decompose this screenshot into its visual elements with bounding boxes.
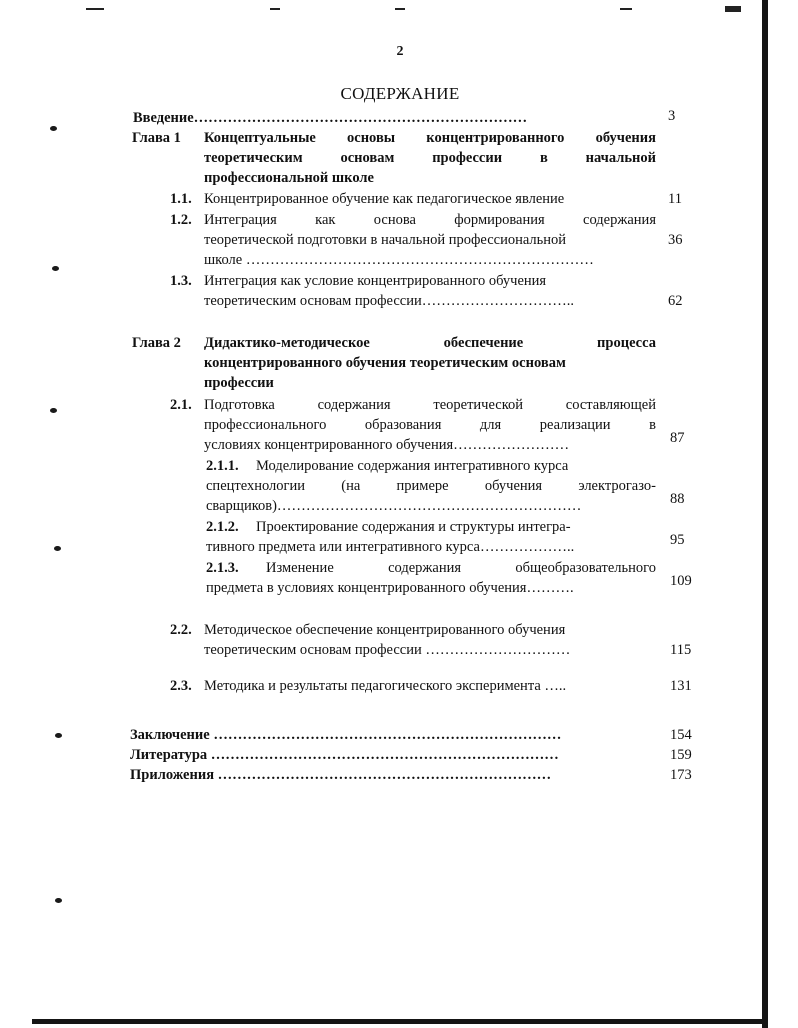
section-2-1-1-title-line: сварщиков)……………………………………………………… [206, 498, 582, 514]
section-2-1-title-line: Подготовка содержания теоретической составляющей [204, 397, 656, 413]
section-1-2-title-line: теоретической подготовки в начальной профессиональной [204, 232, 567, 248]
section-2-1-2-title-line: Проектирование содержания и структуры интегра- [256, 519, 571, 535]
section-1-2-title-line: Интеграция как основа формирования содержания [204, 212, 656, 228]
scan-spot [54, 546, 61, 551]
scan-spot [50, 408, 57, 413]
section-1-2-number: 1.2. [170, 212, 192, 228]
section-1-1-title: Концентрированное обучение как педагогическое явление [204, 191, 565, 207]
section-2-1-number: 2.1. [170, 397, 192, 413]
toc-entry-literature [130, 745, 559, 765]
section-2-3-title: Методика и результаты педагогического эксперимента ….. [204, 678, 567, 694]
toc-page-intro: 3 [668, 108, 676, 124]
section-2-1-1-number: 2.1.1. [206, 458, 239, 474]
section-2-1-title-line: условиях концентрированного обучения…………………… [204, 437, 570, 453]
section-2-1-3-title-line: Изменение содержания общеобразовательного [266, 560, 656, 576]
toc-entry-intro [133, 108, 527, 128]
chapter-1-title-line: Концептуальные основы концентрированного обучения [204, 130, 656, 146]
section-1-1-number: 1.1. [170, 191, 192, 207]
section-2-1-1-title-line: спецтехнологии (на примере обучения электрогазо- [206, 478, 656, 494]
toc-page-1-2: 36 [668, 232, 683, 248]
scan-spot [55, 733, 62, 738]
scan-mark [86, 8, 104, 10]
section-2-1-1-title-line: Моделирование содержания интегративного курса [256, 458, 569, 474]
chapter-2-title-line: профессии [204, 375, 274, 391]
section-1-2-title-line: школе ……………………………………………………………… [204, 252, 594, 268]
section-2-1-3-number: 2.1.3. [206, 560, 239, 576]
chapter-1-number: Глава 1 [132, 130, 181, 146]
scan-spot [52, 266, 59, 271]
page-title: СОДЕРЖАНИЕ [340, 84, 460, 103]
scan-mark [620, 8, 632, 10]
section-1-3-number: 1.3. [170, 273, 192, 289]
section-2-1-2-number: 2.1.2. [206, 519, 239, 535]
toc-page-2-3: 131 [670, 678, 692, 694]
toc-leader: …………………………………………………………… [217, 767, 552, 783]
toc-label: Введение [133, 110, 194, 126]
toc-leader: ……………………………………………………………… [210, 747, 559, 763]
section-2-1-2-title-line: тивного предмета или интегративного курса……………….. [206, 539, 575, 555]
toc-entry-conclusion [130, 725, 561, 745]
scan-spot [50, 126, 57, 131]
chapter-2-title-line: концентрированного обучения теоретическим основам [204, 355, 566, 371]
toc-page-2-1-3: 109 [670, 573, 692, 589]
toc-page-2-1-2: 95 [670, 532, 685, 548]
section-1-3-title-line: Интеграция как условие концентрированного обучения [204, 273, 547, 289]
toc-page-literature: 159 [670, 747, 692, 763]
toc-page-conclusion: 154 [670, 727, 692, 743]
toc-label: Заключение [130, 727, 210, 743]
section-2-3-number: 2.3. [170, 678, 192, 694]
toc-page-1-1: 11 [668, 191, 682, 207]
section-2-2-number: 2.2. [170, 622, 192, 638]
toc-page-2-1: 87 [670, 430, 685, 446]
scan-edge-bottom [32, 1019, 768, 1024]
section-2-2-title-line: Методическое обеспечение концентрированного обучения [204, 622, 566, 638]
section-2-2-title-line: теоретическим основам профессии ………………………… [204, 642, 571, 658]
scan-mark [395, 8, 405, 10]
section-1-3-title-line: теоретическим основам профессии………………………….. [204, 293, 574, 309]
toc-entry-appendix [130, 765, 551, 785]
scan-edge-right [762, 0, 768, 1028]
scan-mark [270, 8, 280, 10]
scan-spot [55, 898, 62, 903]
toc-label: Литература [130, 747, 208, 763]
toc-leader: …………………………………………………………… [193, 110, 528, 126]
toc-page-2-1-1: 88 [670, 491, 685, 507]
chapter-1-title-line: профессиональной школе [204, 170, 374, 186]
section-2-1-title-line: профессионального образования для реализации в [204, 417, 656, 433]
toc-leader: ……………………………………………………………… [213, 727, 562, 743]
chapter-1-title-line: теоретическим основам профессии в начальной [204, 150, 656, 166]
page-number: 2 [396, 44, 404, 59]
toc-page-1-3: 62 [668, 293, 683, 309]
scan-mark [725, 6, 741, 12]
section-2-1-3-title-line: предмета в условиях концентрированного обучения………. [206, 580, 574, 596]
toc-page-2-2: 115 [670, 642, 692, 658]
toc-page-appendix: 173 [670, 767, 692, 783]
toc-label: Приложения [130, 767, 215, 783]
chapter-2-title-line: Дидактико-методическое обеспечение процесса [204, 335, 656, 351]
chapter-2-number: Глава 2 [132, 335, 181, 351]
